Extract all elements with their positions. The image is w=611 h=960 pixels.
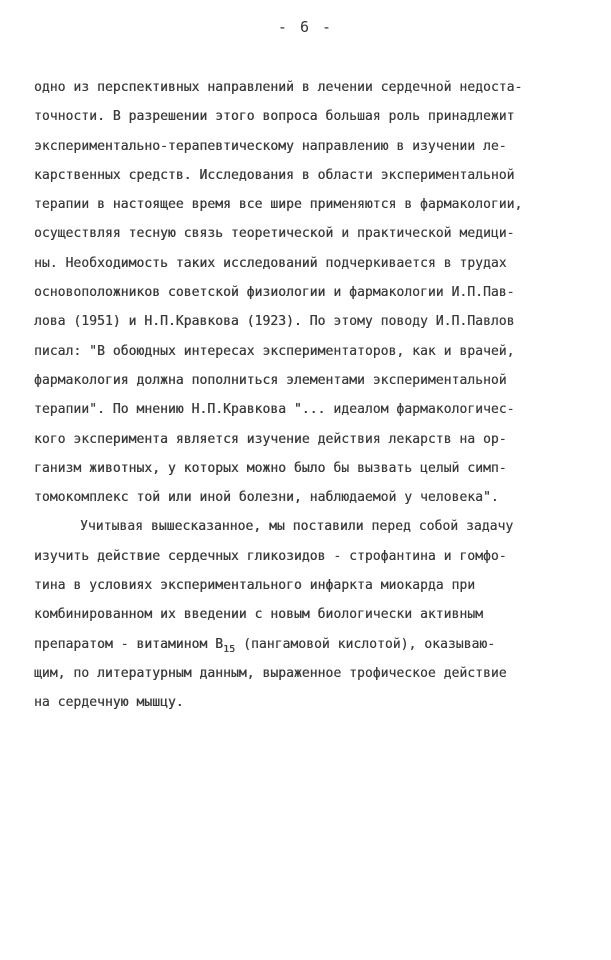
page-number: - 6 - <box>277 18 334 36</box>
text-segment: (пангамовой кислотой), оказываю- <box>235 636 496 652</box>
text-line: основоположников советской физиологии и фармакологии И.П.Пав- <box>34 285 515 301</box>
text-line: кого эксперимента является изучение действия лекарств на ор- <box>34 431 507 447</box>
body-text <box>34 73 594 718</box>
text-line: терапии". По мнению Н.П.Кравкова "... идеалом фармакологичес- <box>34 402 515 418</box>
text-line: лова (1951) и Н.П.Кравкова (1923). По этому поводу И.П.Павлов <box>34 314 515 330</box>
text-line: точности. В разрешении этого вопроса большая роль принадлежит <box>34 109 515 125</box>
text-line: изучить действие сердечных гликозидов - строфантина и гомфо- <box>34 548 507 564</box>
text-line-vitamin <box>34 630 594 659</box>
text-line: осуществляя тесную связь теоретической и практической медици- <box>34 226 515 242</box>
text-line: ны. Необходимость таких исследований подчеркивается в трудах <box>34 255 507 271</box>
text-line: фармакология должна пополниться элементами экспериментальной <box>34 372 507 388</box>
text-line: тина в условиях экспериментального инфаркта миокарда при <box>34 578 476 594</box>
paragraph-2 <box>34 512 594 717</box>
text-line: щим, по литературным данным, выраженное трофическое действие <box>34 665 507 681</box>
vitamin-subscript: 15 <box>223 643 236 655</box>
text-line: одно из перспективных направлений в лечении сердечной недоста- <box>34 80 523 95</box>
text-segment: препаратом - витамином В <box>34 636 224 652</box>
text-line: комбинированном их введении с новым биологически активным <box>34 607 483 623</box>
text-line: на сердечную мышцу. <box>34 695 184 711</box>
paragraph-1 <box>34 73 594 512</box>
text-line: томокомплекс той или иной болезни, наблюдаемой у человека". <box>34 490 499 506</box>
text-line: писал: "В обоюдных интересах экспериментаторов, как и врачей, <box>34 343 515 359</box>
text-line: карственных средств. Исследования в области экспериментальной <box>34 167 515 183</box>
text-line: ганизм животных, у которых можно было бы вызвать целый симп- <box>34 460 507 476</box>
text-line: Учитывая вышесказанное, мы поставили перед собой задачу <box>80 519 514 535</box>
text-line: терапии в настоящее время все шире применяются в фармакологии, <box>34 197 523 213</box>
text-line: экспериментально-терапевтическому направлению в изучении ле- <box>34 138 507 154</box>
